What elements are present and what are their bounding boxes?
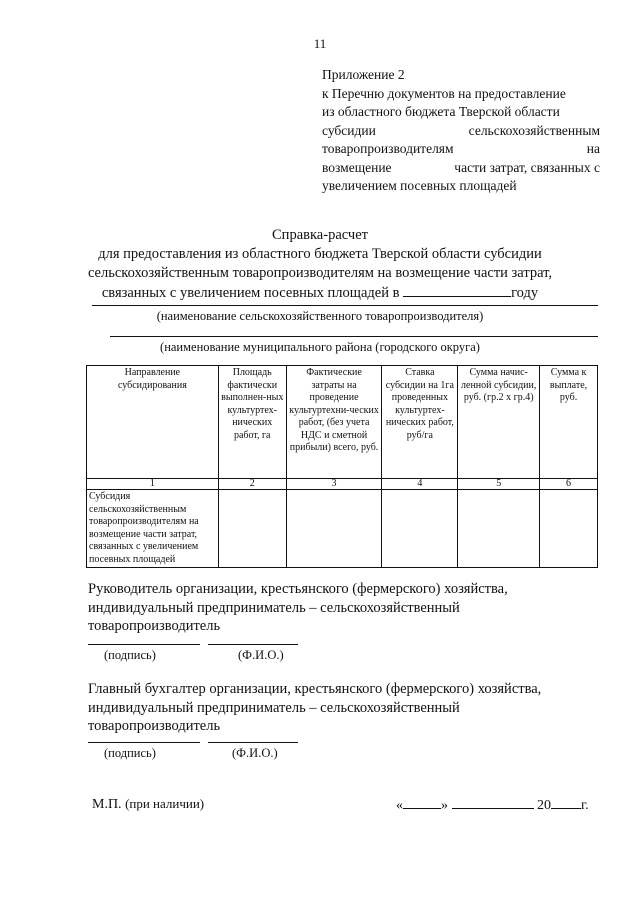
- name-line[interactable]: [208, 644, 298, 645]
- appendix-block: [322, 66, 600, 196]
- column-number: 4: [382, 479, 458, 490]
- appendix-line: [322, 140, 600, 159]
- table-number-row: [87, 479, 598, 490]
- appendix-word: на: [586, 141, 600, 156]
- appendix-line: к Перечню документов на предоставление: [322, 85, 566, 101]
- table-cell-payable[interactable]: [540, 490, 598, 568]
- column-header: Фактические затраты на проведение культуртехни-ческих работ, (без учета НДС и сметной прибыли) всего, руб.: [286, 366, 382, 479]
- table-cell-rate[interactable]: [382, 490, 458, 568]
- signature-line[interactable]: [88, 644, 200, 645]
- signature-title-line: Главный бухгалтер организации, крестьянского (фермерского) хозяйства,: [88, 681, 542, 697]
- table-cell-accrued[interactable]: [458, 490, 540, 568]
- signature-caption: (подпись): [104, 746, 156, 760]
- producer-caption: (наименование сельскохозяйственного товаропроизводителя): [156, 309, 484, 323]
- signature-caption: (подпись): [104, 648, 156, 662]
- signature-block-accountant: [88, 680, 598, 736]
- year-blank[interactable]: [403, 283, 511, 297]
- district-name-line[interactable]: [110, 336, 598, 337]
- name-line[interactable]: [208, 742, 298, 743]
- column-header: Ставка субсидии на 1га проведенных культуртех-нических работ, руб/га: [382, 366, 458, 479]
- appendix-line: Приложение 2: [322, 67, 405, 82]
- stamp-note: (при наличии): [125, 796, 205, 811]
- year-prefix: 20: [537, 798, 551, 813]
- document-title: Справка-расчет: [272, 227, 368, 243]
- table-row: [87, 490, 598, 568]
- appendix-word: товаропроизводителям: [322, 141, 454, 156]
- heading-text: году: [511, 285, 539, 301]
- year-suffix: г.: [581, 798, 589, 813]
- heading-line: [0, 283, 640, 303]
- column-number: 2: [218, 479, 286, 490]
- column-header: Сумма начис-ленной субсидии, руб. (гр.2 х гр.4): [458, 366, 540, 479]
- stamp-label: М.П.: [92, 797, 122, 812]
- table-cell-area[interactable]: [218, 490, 286, 568]
- table-cell-costs[interactable]: [286, 490, 382, 568]
- month-blank[interactable]: [452, 796, 534, 809]
- signature-title-line: Руководитель организации, крестьянского (фермерского) хозяйства,: [88, 581, 508, 597]
- district-caption: (наименование муниципального района (городского округа): [160, 340, 480, 354]
- column-number: 1: [87, 479, 219, 490]
- signature-title-line: товаропроизводитель: [88, 718, 221, 734]
- producer-name-line[interactable]: [92, 305, 598, 306]
- appendix-word: возмещение: [322, 159, 392, 175]
- signature-block-head: [88, 580, 598, 636]
- appendix-word: сельскохозяйственным: [468, 122, 600, 138]
- signature-line[interactable]: [88, 742, 200, 743]
- date-quote: »: [441, 798, 448, 813]
- appendix-word: части затрат, связанных с: [454, 159, 600, 175]
- date-quote: «: [396, 798, 403, 813]
- appendix-line: [322, 122, 600, 141]
- heading-text: связанных с увеличением посевных площадей в: [101, 285, 400, 301]
- day-blank[interactable]: [403, 796, 441, 809]
- page-number: 11: [313, 36, 327, 51]
- stamp-place: [92, 796, 204, 813]
- appendix-line: из областного бюджета Тверской области: [322, 104, 560, 119]
- heading-line: сельскохозяйственным товаропроизводителям на возмещение части затрат,: [87, 265, 553, 281]
- column-number: 3: [286, 479, 382, 490]
- heading-line: для предоставления из областного бюджета Тверской области субсидии: [98, 246, 542, 262]
- date-field: [396, 796, 589, 814]
- column-number: 6: [540, 479, 598, 490]
- signature-title-line: индивидуальный предприниматель – сельскохозяйственный: [88, 599, 460, 616]
- table-header-row: [87, 366, 598, 479]
- year-blank-footer[interactable]: [551, 796, 581, 809]
- name-caption: (Ф.И.О.): [238, 648, 284, 662]
- column-number: 5: [458, 479, 540, 490]
- column-header: Площадь фактически выполнен-ных культуртех-нических работ, га: [218, 366, 286, 479]
- column-header: Сумма к выплате, руб.: [540, 366, 598, 479]
- signature-title-line: товаропроизводитель: [88, 618, 221, 634]
- column-header: Направление субсидирования: [87, 366, 219, 479]
- calculation-table: [86, 365, 598, 568]
- signature-title-line: индивидуальный предприниматель – сельскохозяйственный: [88, 699, 460, 716]
- appendix-line: [322, 159, 600, 178]
- name-caption: (Ф.И.О.): [232, 746, 278, 760]
- appendix-word: субсидии: [322, 122, 376, 138]
- appendix-line: увеличением посевных площадей: [322, 178, 517, 193]
- row-label: Субсидия сельскохозяйственным товаропроизводителям на возмещение части затрат, связанных с увеличением посевных площадей: [87, 490, 219, 568]
